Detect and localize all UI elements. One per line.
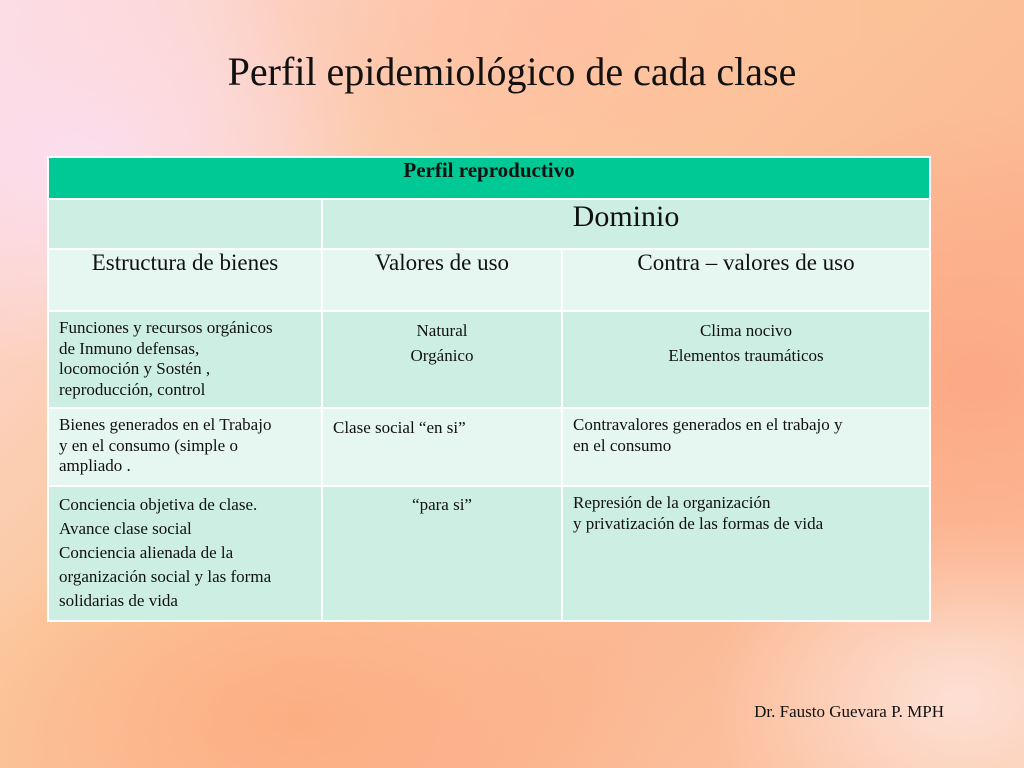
cell-text: Elementos traumáticos <box>668 345 824 365</box>
cell-text: ampliado . <box>59 456 131 476</box>
table-row <box>48 486 930 621</box>
cell-text: y en el consumo (simple o <box>59 435 238 455</box>
slide-title: Perfil epidemiológico de cada clase <box>227 49 797 94</box>
cell-bienes <box>49 409 321 483</box>
table-header: Perfil reproductivo <box>48 157 930 199</box>
cell-contra <box>563 487 929 540</box>
cell-text: de Inmuno defensas, <box>59 338 200 358</box>
cell-valores <box>323 409 561 445</box>
author-footer: Dr. Fausto Guevara P. MPH <box>754 702 944 721</box>
cell-text: Natural <box>416 321 468 340</box>
cell-text: Avance clase social <box>59 519 192 539</box>
table-row <box>48 311 930 408</box>
cell-text: Conciencia alienada de la <box>59 543 234 563</box>
table-row <box>48 408 930 486</box>
cell-text: Clase social “en si” <box>333 417 466 437</box>
cell-text: reproducción, control <box>59 380 206 400</box>
cell-valores <box>323 312 561 372</box>
cell-contra <box>563 312 929 372</box>
cell-text: y privatización de las formas de vida <box>573 513 824 533</box>
column-header-row <box>48 249 930 311</box>
cell-bienes <box>49 487 321 620</box>
cell-text: solidarias de vida <box>59 591 178 611</box>
domain-row <box>48 199 930 249</box>
cell-valores <box>323 487 561 522</box>
column-header-valores: Valores de uso <box>322 249 562 311</box>
cell-text: Bienes generados en el Trabajo <box>59 414 272 434</box>
domain-header: Dominio <box>322 199 930 249</box>
cell-text: locomoción y Sostén , <box>59 359 211 379</box>
cell-text: Orgánico <box>410 345 474 365</box>
column-header-contra: Contra – valores de uso <box>562 249 930 311</box>
empty-cell <box>48 199 322 249</box>
cell-bienes <box>49 312 321 407</box>
cell-text: Funciones y recursos orgánicos <box>59 318 273 337</box>
cell-text: Conciencia objetiva de clase. <box>59 494 258 514</box>
cell-text: Contravalores generados en el trabajo y <box>573 414 843 434</box>
cell-text: Represión de la organización <box>573 492 771 512</box>
column-header-bienes: Estructura de bienes <box>48 249 322 311</box>
table-header-row <box>48 157 930 199</box>
profile-table <box>47 156 931 622</box>
cell-text: “para si” <box>412 494 472 514</box>
cell-text: en el consumo <box>573 435 672 455</box>
cell-contra <box>563 409 929 462</box>
cell-text: Clima nocivo <box>699 321 793 340</box>
cell-text: organización social y las forma <box>59 567 272 587</box>
